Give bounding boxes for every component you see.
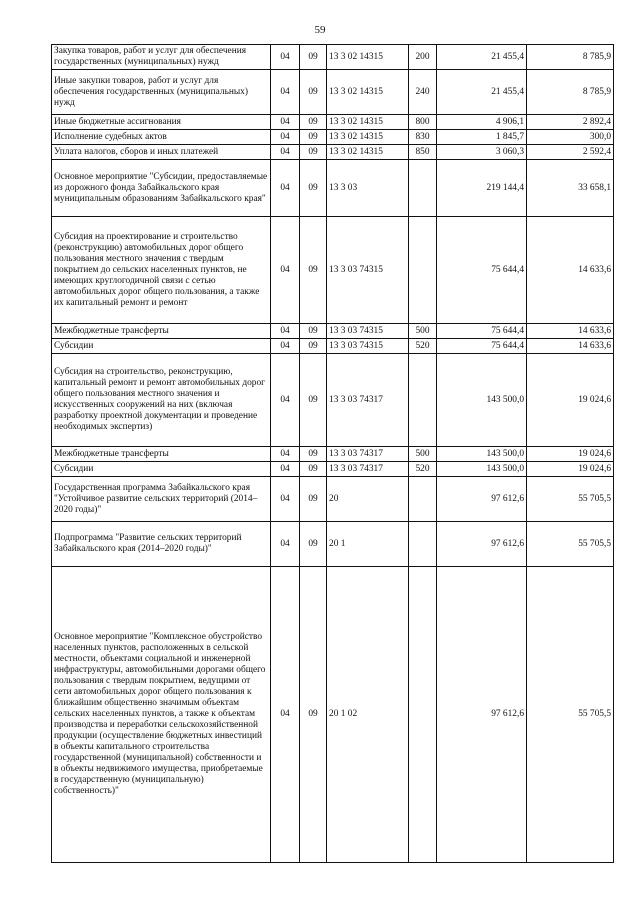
row-name: Исполнение судебных актов <box>52 130 271 145</box>
row-expense-type <box>409 217 437 324</box>
row-subsection: 09 <box>300 70 327 115</box>
row-section: 04 <box>271 70 300 115</box>
row-amount-2: 8 785,9 <box>527 45 614 70</box>
table-row <box>52 115 614 130</box>
row-section: 04 <box>271 477 300 522</box>
row-amount-1: 97 612,6 <box>437 567 527 863</box>
row-name: Субсидия на строительство, реконструкцию, капитальный ремонт и ремонт автомобильных дорог общего пользования местного значения и искусственных сооружений на них (включая разработку проектной документации и проведение необходимых экспертиз) <box>52 354 271 447</box>
row-name: Субсидия на проектирование и строительство (реконструкцию) автомобильных дорог общего пользования местного значения с твердым покрытием до сельских населенных пунктов, не имеющих круглогодичной связи с сетью автомобильных дорог общего пользования, а также их капитальный ремонт и ремонт <box>52 217 271 324</box>
row-target-article: 13 3 03 <box>327 160 409 217</box>
row-amount-2: 33 658,1 <box>527 160 614 217</box>
row-section: 04 <box>271 115 300 130</box>
row-expense-type: 500 <box>409 447 437 462</box>
row-expense-type: 240 <box>409 70 437 115</box>
row-subsection: 09 <box>300 567 327 863</box>
row-amount-2: 2 592,4 <box>527 145 614 160</box>
row-amount-1: 143 500,0 <box>437 354 527 447</box>
table-row <box>52 447 614 462</box>
row-amount-2: 19 024,6 <box>527 354 614 447</box>
row-target-article: 13 3 02 14315 <box>327 115 409 130</box>
row-amount-2: 55 705,5 <box>527 522 614 567</box>
row-section: 04 <box>271 324 300 339</box>
row-section: 04 <box>271 45 300 70</box>
row-subsection: 09 <box>300 522 327 567</box>
row-target-article: 13 3 02 14315 <box>327 45 409 70</box>
row-amount-1: 75 644,4 <box>437 324 527 339</box>
row-subsection: 09 <box>300 145 327 160</box>
row-expense-type <box>409 522 437 567</box>
table-row <box>52 354 614 447</box>
row-target-article: 13 3 02 14315 <box>327 145 409 160</box>
row-section: 04 <box>271 339 300 354</box>
row-amount-1: 219 144,4 <box>437 160 527 217</box>
row-amount-1: 75 644,4 <box>437 339 527 354</box>
table-row <box>52 324 614 339</box>
row-section: 04 <box>271 217 300 324</box>
row-amount-1: 21 455,4 <box>437 70 527 115</box>
table-row <box>52 70 614 115</box>
row-subsection: 09 <box>300 160 327 217</box>
row-amount-1: 3 060,3 <box>437 145 527 160</box>
table-row <box>52 130 614 145</box>
row-amount-2: 300,0 <box>527 130 614 145</box>
row-name: Уплата налогов, сборов и иных платежей <box>52 145 271 160</box>
row-target-article: 13 3 03 74315 <box>327 324 409 339</box>
row-amount-1: 21 455,4 <box>437 45 527 70</box>
row-name: Подпрограмма "Развитие сельских территорий Забайкальского края (2014–2020 годы)" <box>52 522 271 567</box>
row-target-article: 20 1 <box>327 522 409 567</box>
row-subsection: 09 <box>300 130 327 145</box>
row-amount-2: 19 024,6 <box>527 462 614 477</box>
row-target-article: 13 3 03 74315 <box>327 339 409 354</box>
row-expense-type <box>409 354 437 447</box>
row-expense-type: 520 <box>409 339 437 354</box>
row-name: Межбюджетные трансферты <box>52 447 271 462</box>
table-row <box>52 160 614 217</box>
row-name: Межбюджетные трансферты <box>52 324 271 339</box>
row-name: Основное мероприятие "Субсидии, предоставляемые из дорожного фонда Забайкальского края муниципальным образованиям Забайкальского края" <box>52 160 271 217</box>
row-expense-type: 520 <box>409 462 437 477</box>
table-row <box>52 45 614 70</box>
row-amount-2: 8 785,9 <box>527 70 614 115</box>
row-amount-1: 4 906,1 <box>437 115 527 130</box>
row-name: Субсидии <box>52 339 271 354</box>
row-target-article: 13 3 03 74317 <box>327 462 409 477</box>
table-row <box>52 145 614 160</box>
row-amount-2: 2 892,4 <box>527 115 614 130</box>
row-name: Закупка товаров, работ и услуг для обеспечения государственных (муниципальных) нужд <box>52 45 271 70</box>
row-amount-1: 1 845,7 <box>437 130 527 145</box>
row-target-article: 13 3 02 14315 <box>327 70 409 115</box>
row-expense-type: 800 <box>409 115 437 130</box>
row-expense-type <box>409 477 437 522</box>
table-row <box>52 477 614 522</box>
table-row <box>52 339 614 354</box>
table-row <box>52 217 614 324</box>
row-subsection: 09 <box>300 477 327 522</box>
row-target-article: 13 3 03 74317 <box>327 354 409 447</box>
row-expense-type <box>409 160 437 217</box>
row-subsection: 09 <box>300 217 327 324</box>
row-name: Основное мероприятие "Комплексное обустройство населенных пунктов, расположенных в сельской местности, объектами социальной и инженерной инфраструктуры, автомобильными дорогами общего пользования с твердым покрытием, ведущими от сети автомобильных дорог общего пользования к ближайшим общественно значимым объектам сельских населенных пунктов, а также к объектам производства и переработки сельскохозяйственной продукции (осуществление бюджетных инвестиций в объекты капитального строительства государственной (муниципальной) собственности и в объекты недвижимого имущества, приобретаемые в государственную (муниципальную) собственность)" <box>52 567 271 863</box>
row-amount-1: 143 500,0 <box>437 462 527 477</box>
row-name: Иные бюджетные ассигнования <box>52 115 271 130</box>
row-subsection: 09 <box>300 339 327 354</box>
row-subsection: 09 <box>300 45 327 70</box>
row-subsection: 09 <box>300 462 327 477</box>
row-subsection: 09 <box>300 324 327 339</box>
row-subsection: 09 <box>300 447 327 462</box>
row-amount-2: 55 705,5 <box>527 477 614 522</box>
row-name: Субсидии <box>52 462 271 477</box>
budget-table <box>51 44 614 863</box>
table-row <box>52 567 614 863</box>
row-section: 04 <box>271 130 300 145</box>
row-amount-2: 55 705,5 <box>527 567 614 863</box>
row-expense-type: 850 <box>409 145 437 160</box>
row-target-article: 13 3 03 74317 <box>327 447 409 462</box>
row-name: Иные закупки товаров, работ и услуг для обеспечения государственных (муниципальных) нужд <box>52 70 271 115</box>
row-amount-2: 19 024,6 <box>527 447 614 462</box>
row-amount-2: 14 633,6 <box>527 324 614 339</box>
row-amount-1: 143 500,0 <box>437 447 527 462</box>
row-expense-type: 830 <box>409 130 437 145</box>
page-number: 59 <box>314 24 326 36</box>
row-section: 04 <box>271 522 300 567</box>
row-section: 04 <box>271 145 300 160</box>
row-target-article: 20 <box>327 477 409 522</box>
row-section: 04 <box>271 567 300 863</box>
row-expense-type: 500 <box>409 324 437 339</box>
row-target-article: 13 3 02 14315 <box>327 130 409 145</box>
row-section: 04 <box>271 160 300 217</box>
row-amount-1: 97 612,6 <box>437 522 527 567</box>
row-amount-2: 14 633,6 <box>527 339 614 354</box>
table-row <box>52 462 614 477</box>
row-section: 04 <box>271 447 300 462</box>
row-target-article: 20 1 02 <box>327 567 409 863</box>
row-subsection: 09 <box>300 354 327 447</box>
row-amount-1: 97 612,6 <box>437 477 527 522</box>
table-row <box>52 522 614 567</box>
row-section: 04 <box>271 354 300 447</box>
row-target-article: 13 3 03 74315 <box>327 217 409 324</box>
row-expense-type: 200 <box>409 45 437 70</box>
row-subsection: 09 <box>300 115 327 130</box>
row-name: Государственная программа Забайкальского края "Устойчивое развитие сельских территорий (2014–2020 годы)" <box>52 477 271 522</box>
row-amount-2: 14 633,6 <box>527 217 614 324</box>
row-section: 04 <box>271 462 300 477</box>
row-expense-type <box>409 567 437 863</box>
row-amount-1: 75 644,4 <box>437 217 527 324</box>
